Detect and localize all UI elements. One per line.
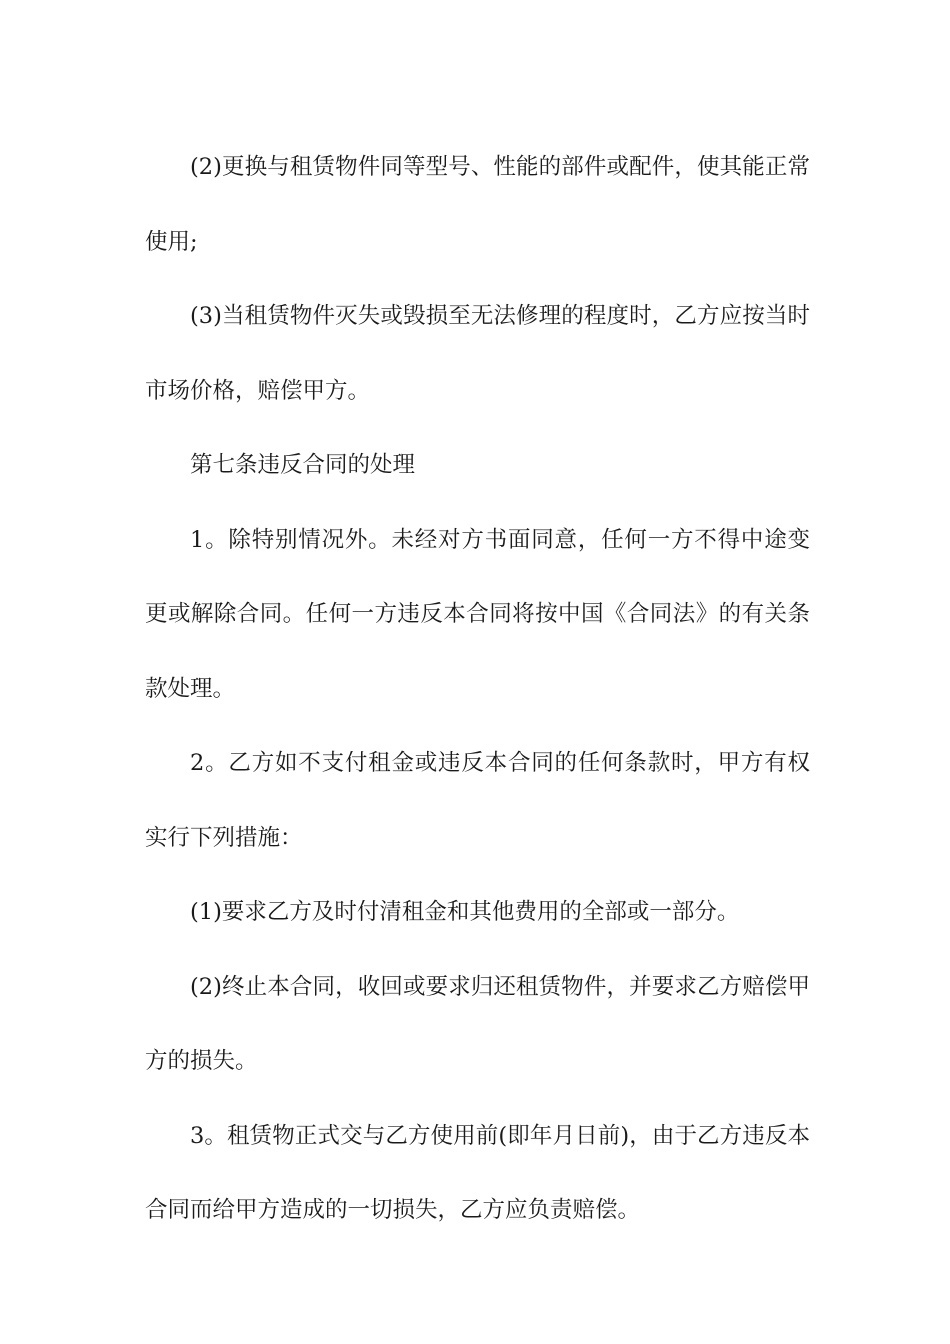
paragraph-clause-6-3: (3)当租赁物件灭失或毁损至无法修理的程度时，乙方应按当时市场价格，赔偿甲方。 [145, 303, 810, 404]
paragraph-clause-7-2: 2。乙方如不支付租金或违反本合同的任何条款时，甲方有权实行下列措施： [145, 750, 810, 851]
section-heading-article-7: 第七条违反合同的处理 [190, 452, 416, 478]
paragraph-clause-7-2-1: (1)要求乙方及时付清租金和其他费用的全部或一部分。 [190, 899, 740, 925]
paragraph-clause-7-3: 3。租赁物正式交与乙方使用前(即年月日前)，由于乙方违反本合同而给甲方造成的一切损失，乙方应负责赔偿。 [145, 1122, 810, 1223]
document-body [145, 130, 810, 1248]
paragraph-clause-7-1: 1。除特别情况外。未经对方书面同意，任何一方不得中途变更或解除合同。任何一方违反本合同将按中国《合同法》的有关条款处理。 [145, 526, 810, 702]
paragraph-clause-7-2-2: (2)终止本合同，收回或要求归还租赁物件，并要求乙方赔偿甲方的损失。 [145, 973, 810, 1074]
paragraph-clause-6-2: (2)更换与租赁物件同等型号、性能的部件或配件，使其能正常使用; [145, 154, 810, 255]
